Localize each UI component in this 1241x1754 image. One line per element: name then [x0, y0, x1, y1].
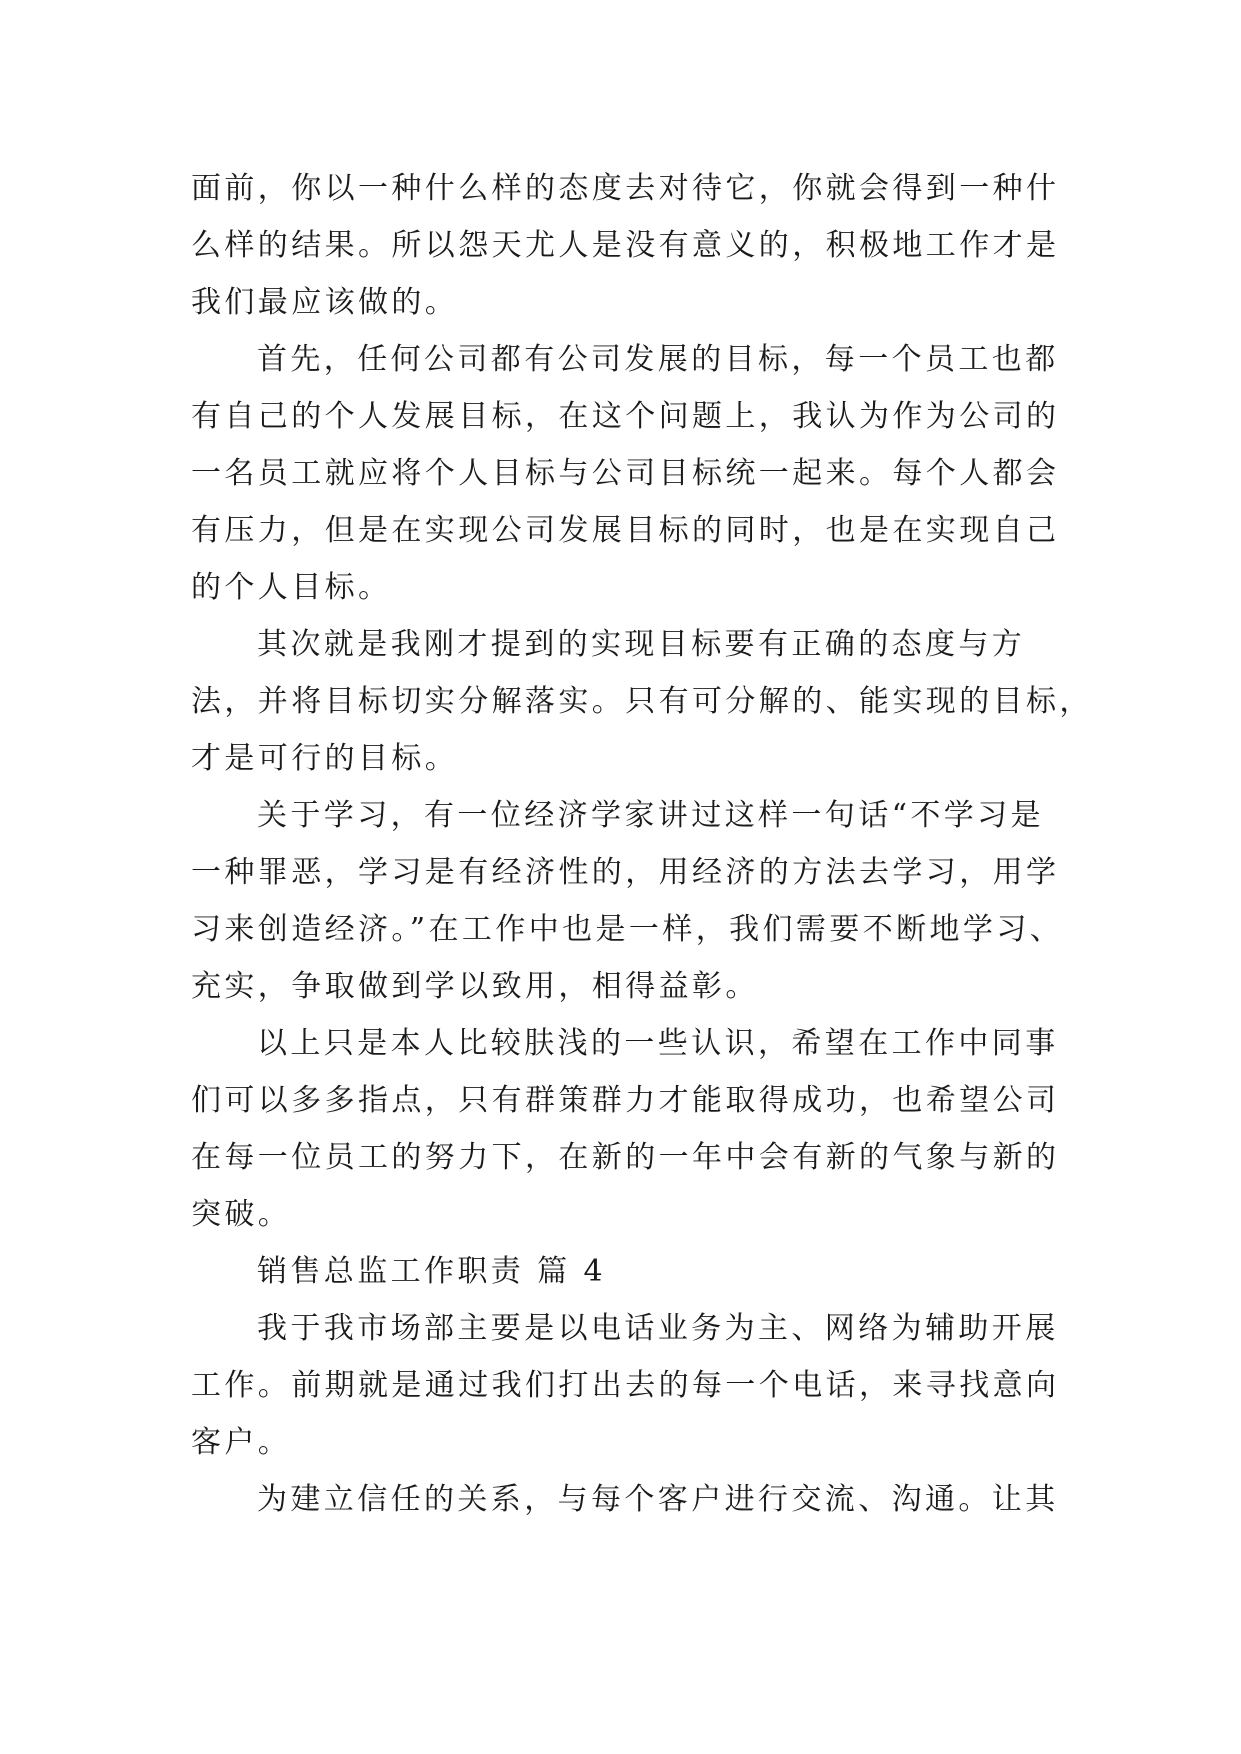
- text-line: 习来创造经济。”在工作中也是一样，我们需要不断地学习、: [191, 912, 1064, 947]
- text-line: 法，并将目标切实分解落实。只有可分解的、能实现的目标，: [191, 684, 1093, 719]
- paragraph-first-line: 关于学习，有一位经济学家讲过这样一句话“不学习是: [257, 798, 1044, 833]
- text-line: 我们最应该做的。: [191, 285, 459, 320]
- paragraph-first-line: 首先，任何公司都有公司发展的目标，每一个员工也都: [257, 342, 1059, 377]
- document-body: [191, 160, 1093, 1528]
- text-line: 的个人目标。: [191, 570, 392, 605]
- text-line: 在每一位员工的努力下，在新的一年中会有新的气象与新的: [191, 1140, 1060, 1175]
- text-line: 有压力，但是在实现公司发展目标的同时，也是在实现自己: [191, 513, 1060, 548]
- paragraph-first-line: 以上只是本人比较肤浅的一些认识，希望在工作中同事: [257, 1026, 1059, 1061]
- section-heading: 销售总监工作职责 篇 4: [257, 1254, 606, 1289]
- text-line: 面前，你以一种什么样的态度去对待它，你就会得到一种什: [191, 171, 1060, 206]
- text-line: 么样的结果。所以怨天尤人是没有意义的，积极地工作才是: [191, 228, 1060, 263]
- text-line: 有自己的个人发展目标，在这个问题上，我认为作为公司的: [191, 399, 1060, 434]
- text-line: 工作。前期就是通过我们打出去的每一个电话，来寻找意向: [191, 1368, 1060, 1403]
- text-line: 们可以多多指点，只有群策群力才能取得成功，也希望公司: [191, 1083, 1060, 1118]
- text-line: 充实，争取做到学以致用，相得益彰。: [191, 969, 759, 1004]
- text-line: 突破。: [191, 1197, 292, 1232]
- text-line: 一种罪恶，学习是有经济性的，用经济的方法去学习，用学: [191, 855, 1060, 890]
- paragraph-first-line: 其次就是我刚才提到的实现目标要有正确的态度与方: [257, 627, 1026, 662]
- paragraph-first-line: 为建立信任的关系，与每个客户进行交流、沟通。让其: [257, 1482, 1059, 1517]
- text-line: 才是可行的目标。: [191, 741, 459, 776]
- paragraph-first-line: 我于我市场部主要是以电话业务为主、网络为辅助开展: [257, 1311, 1059, 1346]
- text-line: 一名员工就应将个人目标与公司目标统一起来。每个人都会: [191, 456, 1060, 491]
- text-line: 客户。: [191, 1425, 292, 1460]
